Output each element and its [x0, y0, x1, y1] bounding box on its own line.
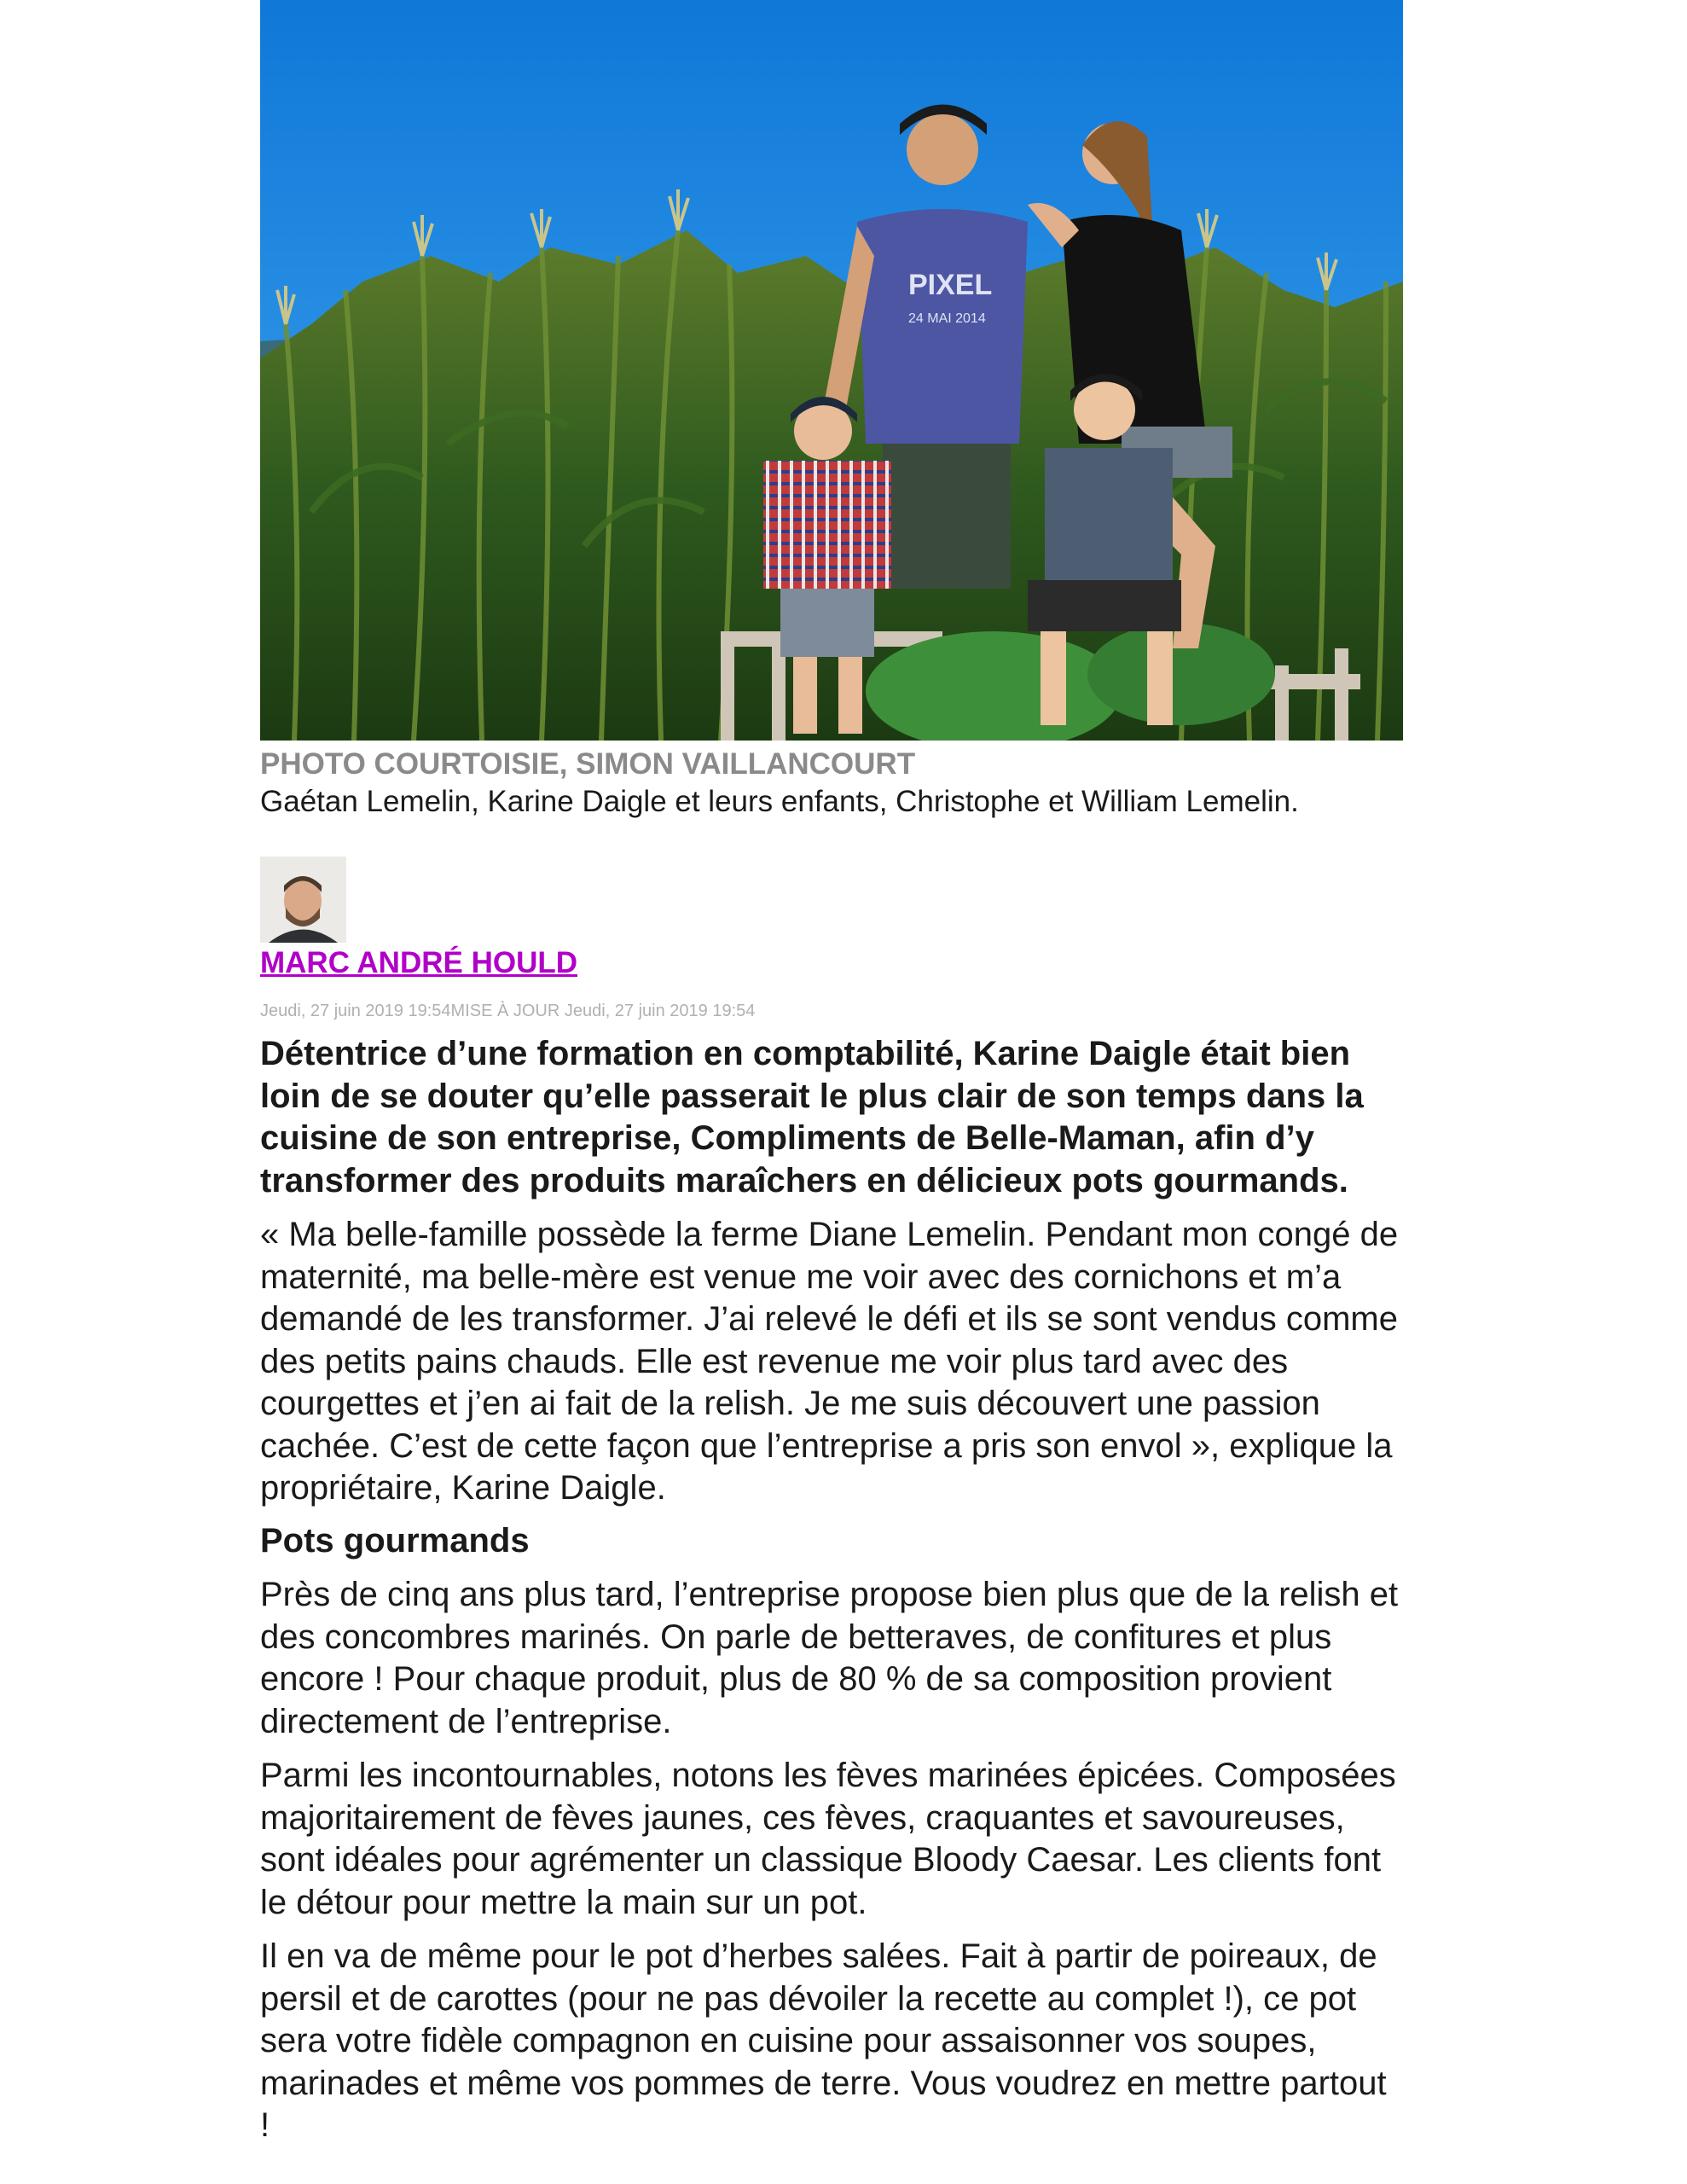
paragraph-4: Il en va de même pour le pot d’herbes salées. Fait à partir de poireaux, de persil et de carottes (pour ne pas dévoiler la recette au complet !), ce pot sera votre fidèle compagnon en cuisine pour assaisonner vos soupes, marinades et même vos pommes de terre. Vous voudrez en mettre partout ! — [260, 1937, 1387, 2144]
shirt-print: PIXEL — [908, 269, 993, 301]
photo-credit: PHOTO COURTOISIE, SIMON VAILLANCOURT — [260, 747, 916, 781]
paragraph-1: « Ma belle-famille possède la ferme Diane Lemelin. Pendant mon congé de maternité, ma belle-mère est venue me voir avec des cornichons et m’a demandé de les transformer. J’ai relevé le défi et ils se sont vendus comme des petits pains chauds. Elle est revenue me voir plus tard avec des courgettes et j’en ai fait de la relish. Je me suis découvert une passion cachée. C’est de cette façon que l’entreprise a pris son envol », explique la propriétaire, Karine Daigle. — [260, 1216, 1399, 1507]
author-portrait — [260, 857, 346, 943]
updated-label: MISE À JOUR — [450, 1002, 560, 1020]
paragraph-2: Près de cinq ans plus tard, l’entreprise propose bien plus que de la relish et des concombres marinés. On parle de betteraves, de confitures et plus encore ! Pour chaque produit, plus de 80 % de sa composition provient directement de l’entreprise. — [260, 1576, 1399, 1740]
family-cornfield-photo — [260, 0, 1403, 741]
section-heading: Pots gourmands — [260, 1521, 530, 1560]
updated-date: Jeudi, 27 juin 2019 19:54 — [564, 1002, 756, 1020]
author-avatar[interactable] — [260, 857, 346, 943]
shirt-date: 24 MAI 2014 — [908, 311, 986, 326]
article-lead: Détentrice d’une formation en comptabilité, Karine Daigle était bien loin de se douter qu’elle passerait le plus clair de son temps dans la cuisine de son entreprise, Compliments de Belle-Maman, afin d’y transformer des produits maraîchers en délicieux pots gourmands. — [260, 1035, 1364, 1199]
hero-photo — [260, 0, 1403, 741]
article-dates — [260, 999, 1403, 1023]
published-date: Jeudi, 27 juin 2019 19:54 — [260, 1002, 451, 1020]
author-name-link[interactable]: MARC ANDRÉ HOULD — [260, 946, 578, 979]
photo-caption: Gaétan Lemelin, Karine Daigle et leurs enfants, Christophe et William Lemelin. — [260, 785, 1299, 818]
article — [260, 0, 1403, 2147]
paragraph-3: Parmi les incontournables, notons les fèves marinées épicées. Composées majoritairement de fèves jaunes, ces fèves, craquantes et savoureuses, sont idéales pour agrémenter un classique Bloody Caesar. Les clients font le détour pour mettre la main sur un pot. — [260, 1757, 1396, 1921]
